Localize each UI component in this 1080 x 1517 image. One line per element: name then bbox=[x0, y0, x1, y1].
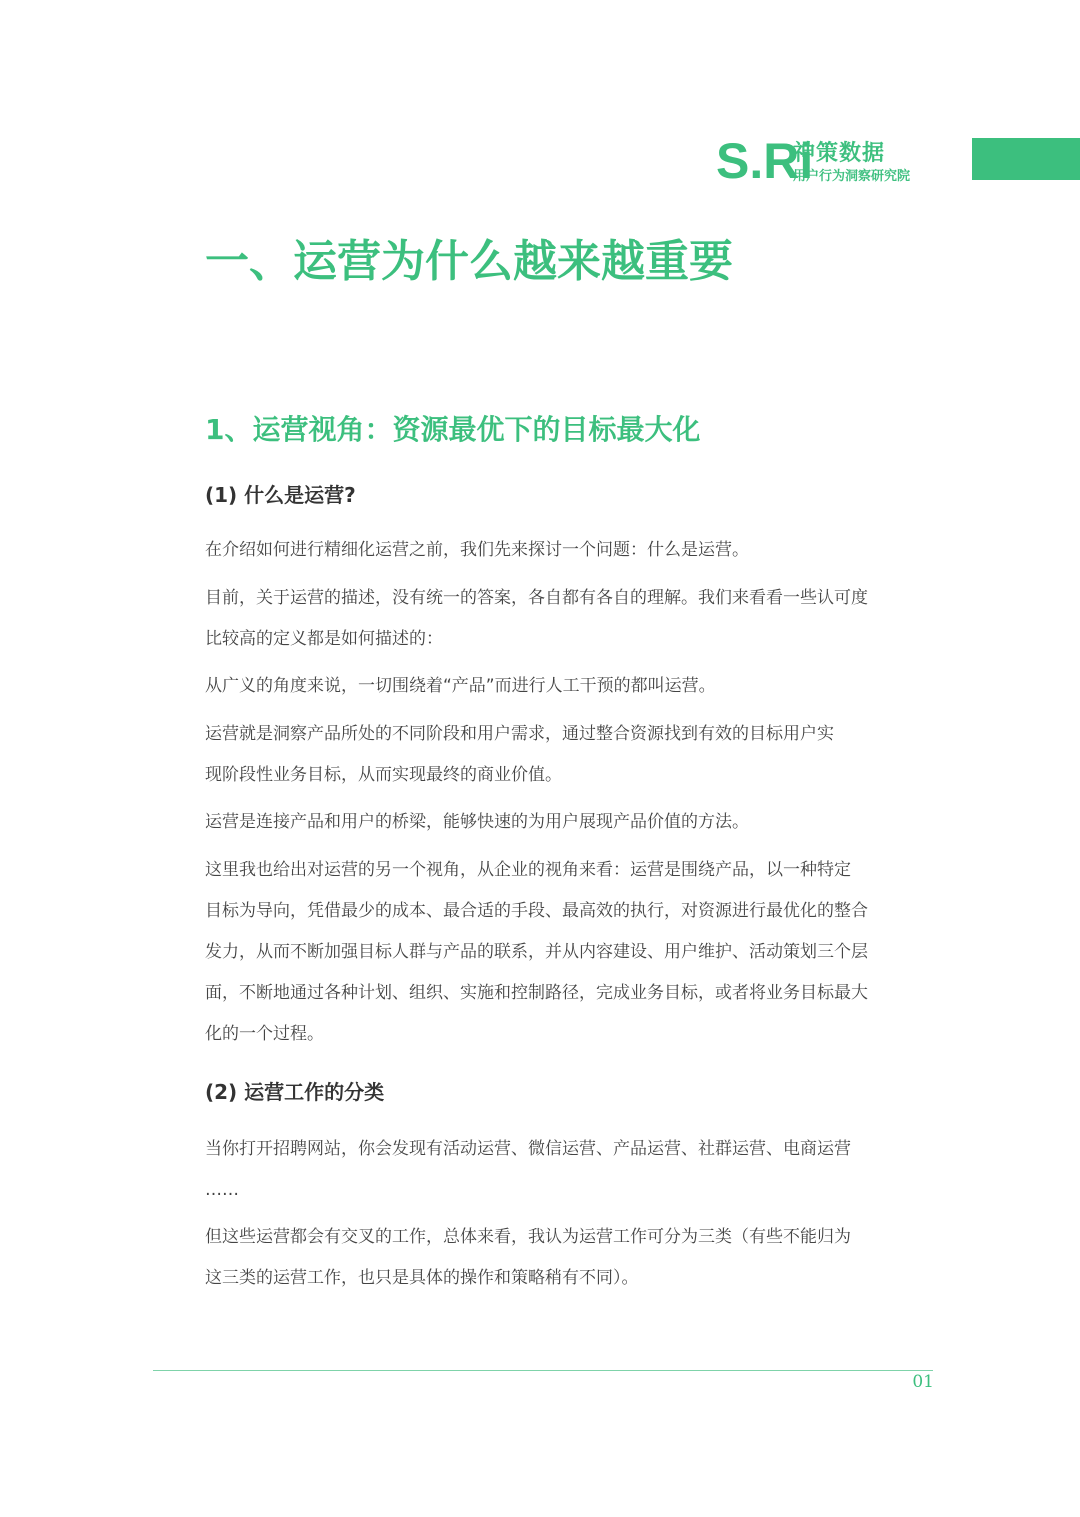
paragraph-line: 面，不断地通过各种计划、组织、实施和控制路径，完成业务目标，或者将业务目标最大 bbox=[205, 983, 868, 1003]
page-title: 一、运营为什么越来越重要 bbox=[205, 236, 733, 287]
header-accent-bar bbox=[972, 138, 1080, 180]
paragraph-line: 运营是连接产品和用户的桥梁，能够快速的为用户展现产品价值的方法。 bbox=[205, 812, 749, 832]
paragraph-line: 从广义的角度来说，一切围绕着“产品”而进行人工干预的都叫运营。 bbox=[205, 676, 716, 696]
paragraph-line: 在介绍如何进行精细化运营之前，我们先来探讨一个问题：什么是运营。 bbox=[205, 540, 749, 560]
paragraph-line: 当你打开招聘网站，你会发现有活动运营、微信运营、产品运营、社群运营、电商运营 bbox=[205, 1139, 851, 1159]
paragraph-line: 这三类的运营工作，也只是具体的操作和策略稍有不同）。 bbox=[205, 1268, 639, 1288]
paragraph-line: 目标为导向，凭借最少的成本、最合适的手段、最高效的执行，对资源进行最优化的整合 bbox=[205, 901, 868, 921]
sri-logo-icon bbox=[716, 133, 814, 189]
paragraph-line: 但这些运营都会有交叉的工作，总体来看，我认为运营工作可分为三类（有些不能归为 bbox=[205, 1227, 851, 1247]
logo-mark-text: S.Ri bbox=[716, 133, 814, 189]
paragraph-line: 现阶段性业务目标，从而实现最终的商业价值。 bbox=[205, 765, 562, 785]
page-number: 01 bbox=[912, 1372, 934, 1392]
subsection-heading-1: (1) 什么是运营? bbox=[205, 483, 356, 507]
brand-subtitle: 用户行为洞察研究院 bbox=[793, 169, 911, 184]
paragraph-line: 目前，关于运营的描述，没有统一的答案，各自都有各自的理解。我们来看看一些认可度 bbox=[205, 588, 868, 608]
paragraph-line: 比较高的定义都是如何描述的： bbox=[205, 629, 443, 649]
paragraph-line: 发力，从而不断加强目标人群与产品的联系，并从内容建设、用户维护、活动策划三个层 bbox=[205, 942, 868, 962]
paragraph-line: 运营就是洞察产品所处的不同阶段和用户需求，通过整合资源找到有效的目标用户实 bbox=[205, 724, 834, 744]
paragraph-line: …… bbox=[205, 1180, 239, 1200]
section-heading: 1、运营视角：资源最优下的目标最大化 bbox=[205, 413, 701, 446]
paragraph-line: 化的一个过程。 bbox=[205, 1024, 324, 1044]
footer-divider bbox=[153, 1370, 933, 1371]
paragraph-line: 这里我也给出对运营的另一个视角，从企业的视角来看：运营是围绕产品，以一种特定 bbox=[205, 860, 851, 880]
subsection-heading-2: (2) 运营工作的分类 bbox=[205, 1080, 385, 1104]
brand-name: 神策数据 bbox=[793, 141, 886, 166]
